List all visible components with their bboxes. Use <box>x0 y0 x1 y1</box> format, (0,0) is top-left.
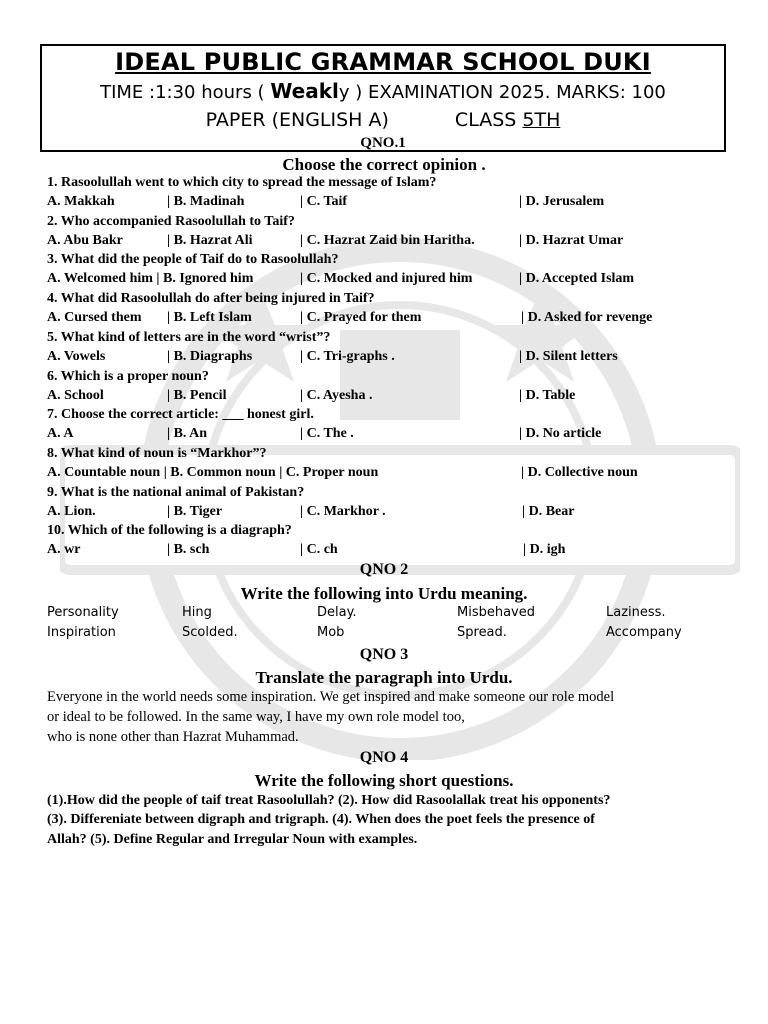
option-b: | B. An <box>167 426 208 442</box>
time-prefix: TIME :1:30 hours ( <box>100 82 271 103</box>
header-box <box>40 44 726 152</box>
option-d: | D. Silent letters <box>519 348 618 364</box>
option-c: | C. Markhor . <box>300 503 386 519</box>
paper-title: PAPER (ENGLISH A) <box>205 109 389 131</box>
paper-class-line <box>42 107 724 133</box>
option-b: | B. Madinah <box>167 194 245 209</box>
option-d: | D. Jerusalem <box>519 194 605 209</box>
option-d: | D. Bear <box>522 503 575 519</box>
option-c: | C. Hazrat Zaid bin Haritha. <box>300 232 475 248</box>
option-c: | C. Tri-graphs . <box>300 348 395 364</box>
question-text: 8. What kind of noun is “Markhor”? <box>47 445 267 461</box>
option-c: | C. Mocked and injured him <box>300 271 473 287</box>
option-b: | B. Left Islam <box>167 310 252 326</box>
vocab-word: Hing <box>182 605 212 620</box>
vocab-word: Personality <box>47 605 119 620</box>
option-c: | C. Taif <box>300 194 348 209</box>
option-d: | D. Accepted Islam <box>519 271 635 287</box>
option-b: | B. Tiger <box>167 503 223 519</box>
option-d: | D. Collective noun <box>521 464 638 480</box>
short-question-line: (1).How did the people of taif treat Rasoolullah? (2). How did Rasoolallak treat his opponents? <box>47 793 611 808</box>
vocab-word: Laziness. <box>606 605 666 620</box>
option-b: | B. sch <box>167 542 210 558</box>
vocab-word: Accompany <box>606 625 682 640</box>
vocab-word: Inspiration <box>47 625 116 640</box>
option-a: A. Abu Bakr <box>47 232 123 248</box>
question-text: 1. Rasoolullah went to which city to spread the message of Islam? <box>47 175 437 190</box>
question-text: 6. Which is a proper noun? <box>47 368 209 384</box>
qno3-heading: QNO 3 <box>359 646 409 663</box>
class-prefix: CLASS <box>454 109 523 131</box>
option-b: | B. Diagraphs <box>167 348 253 364</box>
option-a: A. Makkah <box>47 194 115 209</box>
section3-instruction: Translate the paragraph into Urdu. <box>255 668 513 687</box>
section2-instruction: Write the following into Urdu meaning. <box>240 584 528 603</box>
qno2-heading: QNO 2 <box>359 561 409 578</box>
option-c: | C. Prayed for them <box>300 310 422 326</box>
vocab-word: Misbehaved <box>457 605 535 620</box>
option-b: | B. Hazrat Ali <box>167 232 253 248</box>
paragraph-line: or ideal to be followed. In the same way, I have my own role model too, <box>47 709 465 725</box>
option-a: A. Lion. <box>47 503 96 519</box>
option-a: A. Vowels <box>47 348 106 364</box>
section1-instruction: Choose the correct opinion . <box>282 155 486 174</box>
vocab-word: Mob <box>317 625 345 640</box>
vocab-word: Scolded. <box>182 625 238 640</box>
question-text: 5. What kind of letters are in the word “wrist”? <box>47 329 331 345</box>
option-a: A. School <box>47 387 104 403</box>
option-c: | C. Ayesha . <box>300 387 373 403</box>
school-name: IDEAL PUBLIC GRAMMAR SCHOOL DUKI <box>115 48 651 76</box>
option-a: A. Countable noun | B. Common noun | C. Proper noun <box>47 464 379 480</box>
time-weak: Weakl <box>270 79 339 103</box>
paragraph-line: Everyone in the world needs some inspiration. We get inspired and make someone our role model <box>47 689 615 705</box>
question-text: 3. What did the people of Taif do to Rasoolullah? <box>47 252 339 268</box>
vocab-word: Delay. <box>317 605 357 620</box>
qno1-heading: QNO.1 <box>360 135 406 151</box>
time-suffix: y ) EXAMINATION 2025. MARKS: 100 <box>338 82 666 103</box>
option-d: | D. Hazrat Umar <box>519 232 624 248</box>
exam-time-line <box>42 77 724 107</box>
vocab-word: Spread. <box>457 625 507 640</box>
question-text: 7. Choose the correct article: ___ honest girl. <box>47 407 314 423</box>
option-d: | D. No article <box>519 426 602 442</box>
question-text: 10. Which of the following is a diagraph? <box>47 523 292 539</box>
question-text: 4. What did Rasoolullah do after being injured in Taif? <box>47 291 375 307</box>
option-d: | D. Asked for revenge <box>521 310 653 326</box>
option-d: | D. igh <box>523 542 566 558</box>
option-c: | C. ch <box>300 542 338 558</box>
option-a: A. A <box>47 426 74 442</box>
qno4-heading: QNO 4 <box>359 749 409 766</box>
short-question-line: Allah? (5). Define Regular and Irregular Noun with examples. <box>47 832 418 847</box>
question-text: 9. What is the national animal of Pakistan? <box>47 484 305 500</box>
option-a: A. Cursed them <box>47 310 142 326</box>
option-d: | D. Table <box>519 387 576 403</box>
option-a: A. wr <box>47 542 81 558</box>
class-value: 5TH <box>522 109 561 131</box>
option-c: | C. The . <box>300 426 354 442</box>
section4-instruction: Write the following short questions. <box>254 771 514 790</box>
paragraph-line: who is none other than Hazrat Muhammad. <box>47 729 299 745</box>
short-question-line: (3). Differeniate between digraph and trigraph. (4). When does the poet feels the presence of <box>47 812 595 827</box>
option-b: | B. Pencil <box>167 387 227 403</box>
question-text: 2. Who accompanied Rasoolullah to Taif? <box>47 213 295 229</box>
option-a: A. Welcomed him | B. Ignored him <box>47 271 254 287</box>
